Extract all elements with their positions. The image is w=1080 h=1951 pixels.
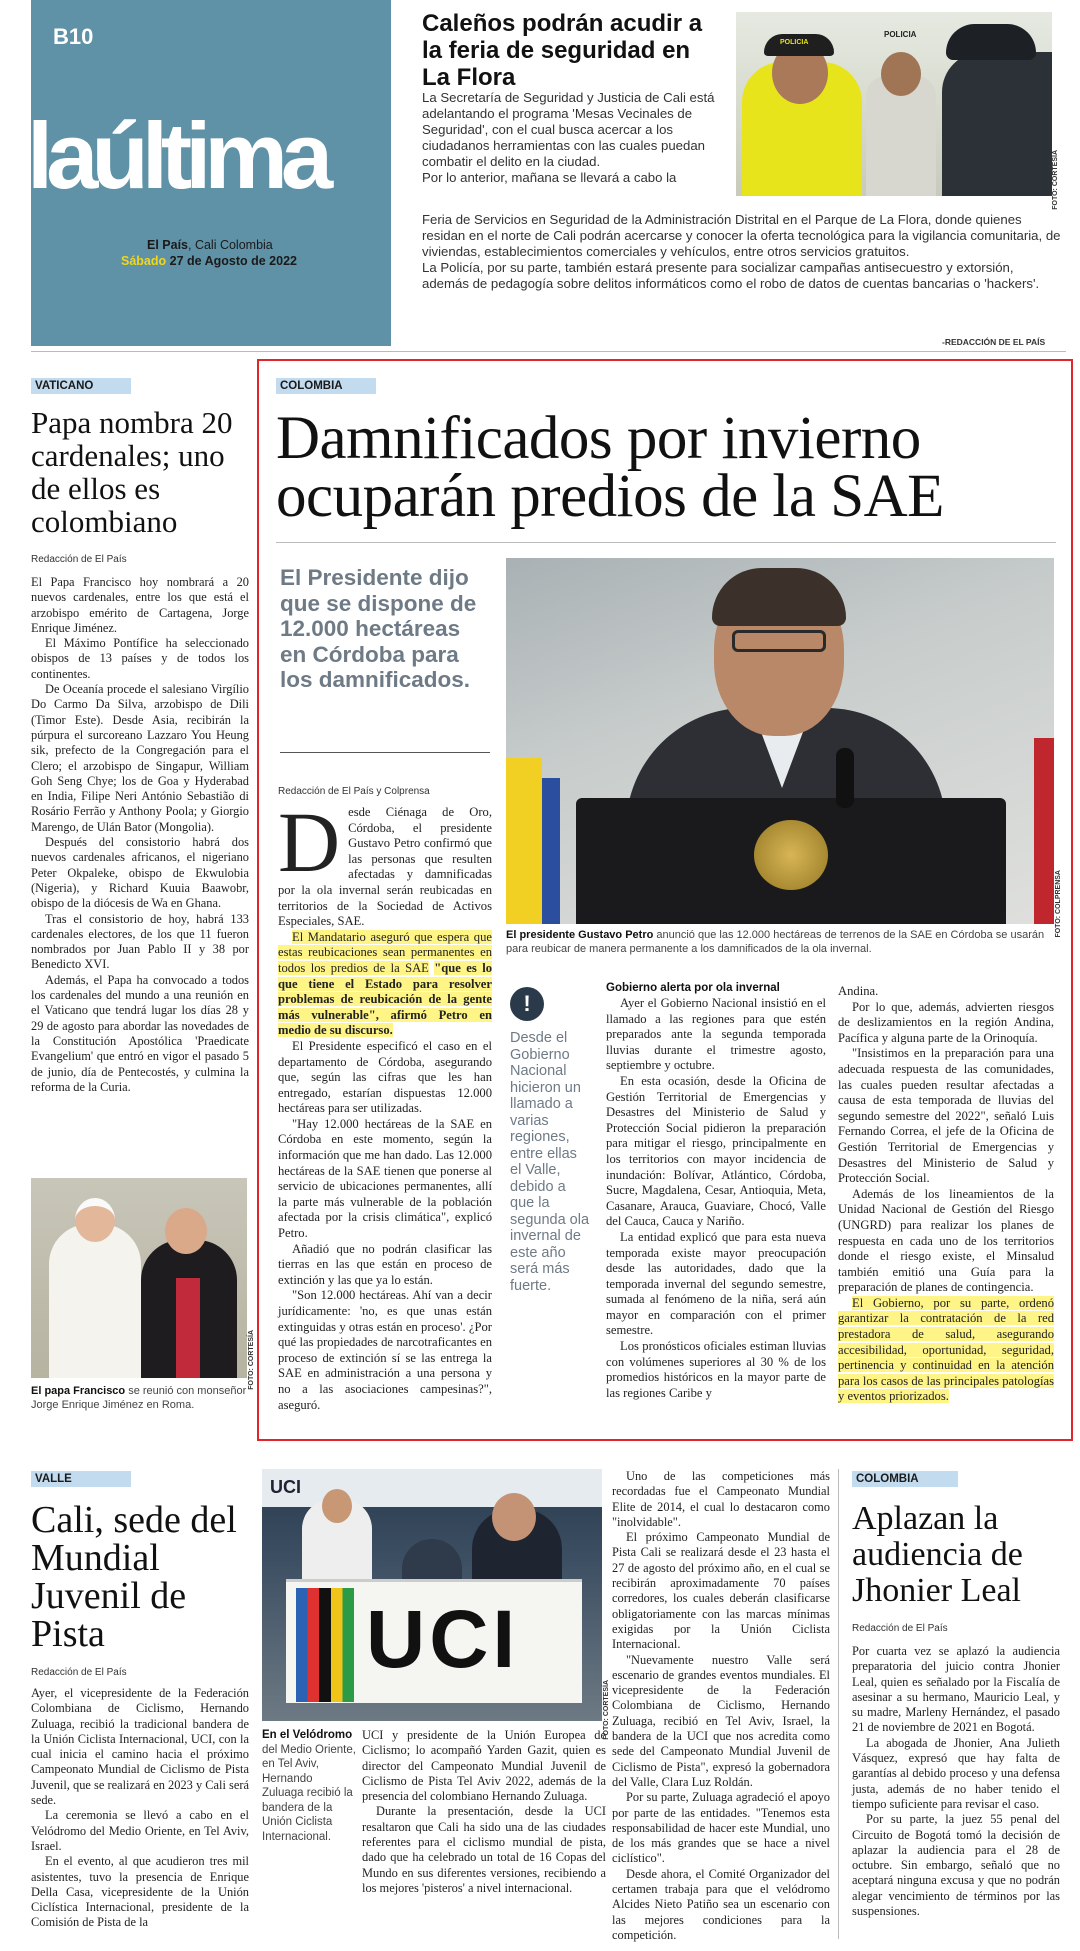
column-divider xyxy=(838,1469,839,1939)
section-tag: COLOMBIA xyxy=(276,378,376,394)
petro-photo xyxy=(506,558,1054,924)
section-tag: VATICANO xyxy=(31,378,131,394)
byline: Redacción de El País xyxy=(31,554,127,565)
pope-figure xyxy=(49,1224,141,1378)
microphone xyxy=(836,748,854,808)
valle-col-2: UCI y presidente de la Unión Europea de Ciclismo; lo acompañó Yarden Gazit, quien es director del Campeonato Mundial Juvenil de Ciclismo de Pista Tel Aviv 2022, además de la presencia del colombiano Hernando Zuluaga. Durante la presentación, desde la UCI resaltaron que Cali ha sido una de las ciudades referentes para el ciclismo mundial de pista, dado que ha celebrado un total de 16 Copas del Mundo en sus diferentes versiones, recibiendo a los mejores 'pisteros' a nivel internacional. xyxy=(362,1728,606,1895)
uci-flag xyxy=(286,1579,582,1703)
valle-col-3: Uno de las competiciones más recordadas fue el Campeonato Mundial Elite de 2014, el cual lo destacaron como "inolvidable". El próximo Campeonato Mundial de Pista Cali se realizará desde el 23 hasta el 27 de agosto del próximo año, en el cual se recibirán aproximadamente 70 países corredores, los cuales deberán clasificarse obligatoriamente con las marcas mínimas exigidas por la Unión Ciclista Internacional. "Nuevamente nuestro Valle será escenario de grandes eventos mundiales. El vicepresidente de la Federación Colombiana de Ciclismo, Hernando Zuluaga, recibió en Tel Aviv, Israel, la bandera de la UCI que nos acredita como sede del Campeonato Mundial Juvenil de Ciclismo de Pista", expresó la gobernadora del Valle, Clara Luz Roldán. Por su parte, Zuluaga agradeció el apoyo por parte de las entidades. "Tenemos esta responsabilidad de hacer este Mundial, uno de los más grandes que se hace a nivel ciclístico". Desde ahora, el Comité Organizador del certamen trabaja para que el velódromo Alcides Nieto Patiño sea un escenario con las mejores condiciones para la competición. xyxy=(612,1469,830,1942)
petro-photo-credit: FOTO: COLPRENSA xyxy=(1055,870,1062,938)
rainbow-stripes xyxy=(296,1588,354,1702)
main-col-4 xyxy=(838,984,1054,1405)
masthead-date: Sábado 27 de Agosto de 2022 xyxy=(121,254,297,268)
byline: Redacción de El País xyxy=(852,1623,948,1634)
section-tag: VALLE xyxy=(31,1471,131,1487)
leal-story xyxy=(852,1469,1060,1919)
main-rule xyxy=(276,542,1056,543)
top-story-title[interactable]: Caleños podrán acudir a la feria de seguridad en La Flora xyxy=(422,10,703,91)
flag-stripe-yellow xyxy=(506,758,542,924)
cap-badge: POLICIA xyxy=(780,39,809,46)
valle-title[interactable]: Cali, sede del Mundial Juvenil de Pista xyxy=(31,1499,237,1655)
main-headline[interactable]: Damnificados por invierno ocuparán predios de la SAE xyxy=(276,405,944,530)
pope-photo xyxy=(31,1178,247,1378)
main-byline: Redacción de El País y Colprensa xyxy=(278,786,430,797)
brand-logo: laúltima xyxy=(27,103,327,208)
subhead-rule xyxy=(280,752,490,753)
masthead-city: El País, Cali Colombia xyxy=(147,238,273,252)
uci-photo xyxy=(262,1469,602,1721)
vest-badge: POLICIA xyxy=(884,30,917,39)
top-story-credit: -REDACCIÓN DE EL PAÍS xyxy=(942,337,1046,347)
callout-text: Desde el Gobierno Nacional hicieron un llamado a varias regiones, entre ellas el Valle, debido a que la segunda ola invernal de este año será más fuerte. xyxy=(510,1030,590,1294)
vaticano-story xyxy=(31,376,249,1095)
leal-body: Por cuarta vez se aplazó la audiencia preparatoria del juicio contra Jhonier Leal, quien es señalado por la Fiscalía de asesinar a su hermano, Mauricio Leal, y su madre, Marleny Hernández, el pasado 21 de noviembre de 2021 en Bogotá. La abogada de Jhonier, Ana Julieth Vásquez, expresó que hay falta de garantías al debido proceso y una defensa justa, además de no haber tenido el tiempo suficiente para revisar el caso. Por su parte, la juez 55 penal del Circuito de Bogotá tomó la decisión de aplazar la audiencia para el 28 de octubre. Sin embargo, señaló que no aceptará ninguna excusa y que no podrán alegar vencimiento de términos por las suspensiones. xyxy=(852,1644,1060,1919)
podium-seal xyxy=(754,820,828,890)
top-story-text: La Secretaría de Seguridad y Justicia de Cali está adelantando el programa 'Mesas Vecinales de Seguridad', con el cual busca acercar a los ciudadanos herramientas con las cuales puedan combatir el delito en la ciudad. Por lo anterior, mañana se llevará a cabo la xyxy=(422,90,715,185)
main-body-1: Desde Ciénaga de Oro, Córdoba, el presidente Gustavo Petro confirmó que las personas que resulten afectadas y damnificadas por la ola invernal serán reubicadas en territorios de la Sociedad de Activos Especiales, SAE. El Mandatario aseguró que espera que estas reubicaciones sean permanentes en todos los predios de la SAE "que es lo que tiene el Estado para resolver problemas de reubicación de la gente más vulnerable", afirmó Petro en medio de su discurso. El Presidente especificó el caso en el departamento de Córdoba, asegurando que, según las cifras que les han entregado, estarían dispuestas 12.000 hectáreas para ser utilizadas. "Hay 12.000 hectáreas de la SAE en Córdoba en este momento, según la información que me han dado. Las 12.000 hectáreas de la SAE tienen que ponerse al servicio de ubicaciones permanentes, allí la parte más vulnerable de la población afectada por la crisis climática", explicó Petro. Añadió que no podrán clasificar las tierras en las que están en proceso de extinción y las que ya lo están. "Son 12.000 hectáreas. Ahí van a decir jurídicamente: 'no, es que unas están extinguidas y otras están en proceso'. ¿Por qué las propiedades de narcotraficantes en proceso de extinción sí se las entrega la SAE en administración a una persona y no a las asociaciones campesinas?", aseguró. xyxy=(278,794,492,1412)
section-tag: COLOMBIA xyxy=(852,1471,958,1487)
main-subhead: El Presidente dijo que se dispone de 12.000 hectáreas en Córdoba para los damnificados. xyxy=(280,565,477,692)
flag-stripe-blue xyxy=(542,778,560,924)
uci-flag-text: UCI xyxy=(366,1594,520,1685)
masthead xyxy=(27,0,391,346)
bishop-sash xyxy=(176,1278,200,1378)
pope-caption: El papa Francisco se reunió con monseñor Jorge Enrique Jiménez en Roma. xyxy=(31,1385,247,1411)
top-story-text-wide: Feria de Servicios en Seguridad de la Administración Distrital en el Parque de La Flora, donde quienes residan en el norte de Cali podrán acercarse y conocer la oferta tecnológica para la vigilancia comunitaria, de viviendas, establecimientos comerciales y vehículos, entre otros servicios gratuitos. La Policía, por su parte, también estará presente para socializar campañas antisecuestro y extorsión, además de pedagogía sobre delitos informáticos como el robo de datos de cuentas bancarias o 'hackers'. xyxy=(422,212,1061,291)
main-body-3: Ayer el Gobierno Nacional insistió en el llamado a las regiones para que estén preparados ante la segunda temporada lluvias durante el trimestre agosto, septiembre y octubre. En esta ocasión, desde la Oficina de Gestión Territorial de Emergencias y Desastres del Ministerio de Salud y Protección Social pidieron la preparación para mitigar el riesgo, principalmente en los territorios con mayor incidencia de inundación: Bolívar, Atlántico, Córdoba, Sucre, Magdalena, Cesar, Antioquia, Meta, Casanare, Arauca, Guaviare, Chocó, Valle del Cauca, Cauca y Nariño. La entidad explicó que para esta nueva temporada existe mayor preocupación desde las autoridades, dado que la temporada invernal del segundo semestre, sumada al fenómeno de la niña, será aún mayor en comparación con el primer semestre. Los pronósticos oficiales estiman lluvias con volúmenes superiores al 30 % de los promedios históricos en la mayor parte de las regiones Caribe y xyxy=(606,996,826,1400)
main-story xyxy=(276,376,1056,530)
pope-photo-credit: FOTO: CORTESÍA xyxy=(248,1330,255,1390)
pope-head xyxy=(75,1198,115,1242)
man-right xyxy=(942,52,1052,196)
top-story-photo xyxy=(736,12,1052,196)
callout-icon: ! xyxy=(510,987,544,1021)
bishop-head xyxy=(165,1208,207,1254)
petro-glasses xyxy=(732,630,826,652)
main-body-4: Andina. Por lo que, además, advierten riesgos de deslizamientos en la región Andina, Pacífica y alguna parte de la Orinoquía. "Insistimos en la preparación para una adecuada respuesta de las comunidades, las cuales pueden resultar afectadas a causa de esta temporada de lluvias del segundo semestre del 2022", señaló Luis Fernando Correa, el jefe de la Oficina de Gestión Territorial de Emergencias y Desastres del Ministerio de Salud y Protección Social. Además de los lineamientos de la Unidad Nacional de Gestión del Riesgo (UNGRD) para realizar los planes de respuesta en cada uno de los territorios donde el riesgo existe, el Minsalud también emitió una Guía para la preparación de planes de contingencia. El Gobierno, por su parte, ordenó garantizar la contratación de la red prestadora de salud, asegurando accesibilidad, oportunidad, seguridad, pertinencia y continuidad en la atención para los casos de las principales patologías y eventos priorizados. xyxy=(838,984,1054,1404)
main-subsection-title: Gobierno alerta por ola invernal xyxy=(606,982,780,994)
uci-caption: En el Velódromo del Medio Oriente, en Tel Aviv, Hernando Zuluaga recibió la bandera de la Unión Ciclista Internacional. xyxy=(262,1729,356,1843)
sponsor-banner xyxy=(262,1469,602,1507)
valle-body: Ayer, el vicepresidente de la Federación Colombiana de Ciclismo, Hernando Zuluaga, recibió la tradicional bandera de la Unión Ciclista Internacional, UCI, con la cual inicia el camino hacia el próximo Campeonato Mundial de Ciclismo de Pista Juvenil, que se realizará en 2023 y Cali será sede. La ceremonia se llevó a cabo en el Velódromo del Medio Oriente, en Tel Aviv, Israel. En el evento, al que acudieron tres mil asistentes, tuvo la presencia de Enrique Della Casa, vicepresidente de la Unión Ciclística Internacional, presidente de la Comisión de Pista de la xyxy=(31,1686,249,1930)
uci-photo-credit: FOTO: CORTESÍA xyxy=(603,1680,610,1740)
petro-caption: El presidente Gustavo Petro anunció que las 12.000 hectáreas de terrenos de la SAE en Córdoba se usarán para reubicar de manera permanente a los damnificados de la ola invernal. xyxy=(506,929,1045,955)
petro-hair xyxy=(712,568,846,626)
dropcap: D xyxy=(278,794,341,890)
page-number: B10 xyxy=(53,24,94,49)
main-col-1 xyxy=(278,794,492,1413)
officer-center-head xyxy=(881,52,921,96)
leal-title[interactable]: Aplazan la audiencia de Jhonier Leal xyxy=(852,1500,1023,1609)
top-divider xyxy=(31,351,1066,352)
valle-story xyxy=(31,1469,249,1931)
flag-stripe-red xyxy=(1034,738,1054,924)
byline: Redacción de El País xyxy=(31,1667,127,1678)
main-col-3 xyxy=(606,982,826,1401)
vaticano-body: El Papa Francisco hoy nombrará a 20 nuevos cardenales, entre los que está el arzobispo emérito de Cartagena, Jorge Enrique Jiménez. El Máximo Pontífice ha seleccionado obispos de 13 países y de todos los continentes. De Oceanía procede el salesiano Virgílio Do Carmo Da Silva, arzobispo de Dili (Timor Este). Desde Asia, recibirán la púrpura el surcoreano Lazzaro You Heung sik, prefecto de la Congregación para el Clero; el arzobispo de Singapur, William Goh Seng Chye; los de Goa y Hyderabad en India, Filipe Neri António Sebastião di Rosário Ferrão y Anthony Poola; y Giorgio Marengo, de Ulán Bator (Mongolia). Después del consistorio habrá dos nuevos cardenales africanos, el nigeriano Peter Okpaleke, obispo de Ekwulobia (Nigeria), y Richard Kuuia Baawobr, obispo de la diócesis de Wa en Ghana. Tras el consistorio de hoy, habrá 133 cardenales electores, de los que 11 fueron nombrados por Juan Pablo II y 38 por Benedicto XVI. Además, el Papa ha convocado a todos los cardenales del mundo a una reunión en el Vaticano que tendrá lugar los días 28 y 29 de agosto para abordar las novedades de la Constitución Apostólica 'Praedicate Evangelium' que entró en vigor el pasado 5 de junio, día de Pentecostés, y culmina la reforma de la Curia. xyxy=(31,575,249,1094)
person-right-head xyxy=(492,1493,536,1541)
uci-sign: UCI xyxy=(270,1477,301,1497)
top-story xyxy=(402,0,1066,350)
man-right-cap xyxy=(946,24,1036,60)
vaticano-title[interactable]: Papa nombra 20 cardenales; uno de ellos es colombiano xyxy=(31,405,233,539)
person-left-head xyxy=(322,1489,352,1523)
top-photo-credit: FOTO: CORTESÍA xyxy=(1052,150,1059,210)
